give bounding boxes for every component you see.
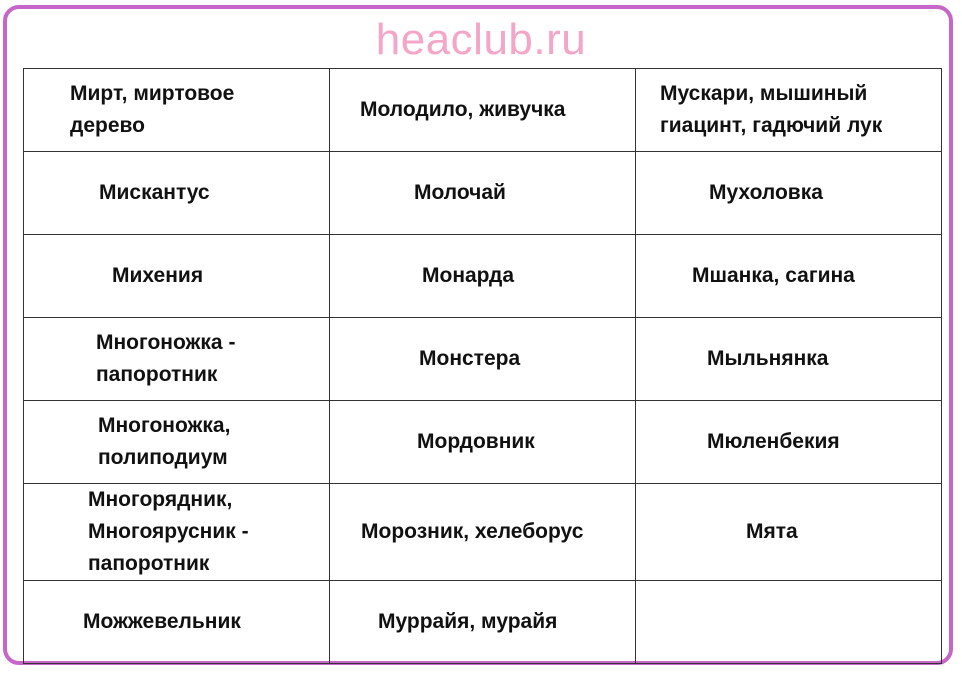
- cell-text: Мордовник: [417, 430, 535, 453]
- table-row: [24, 581, 942, 664]
- cell-text: Мискантус: [99, 181, 210, 204]
- cell-text: Мухоловка: [709, 181, 823, 204]
- table-cell: [636, 401, 942, 484]
- table-cell: [24, 152, 330, 235]
- table-row: [24, 318, 942, 401]
- table-row: [24, 235, 942, 318]
- plant-names-table: [23, 68, 942, 664]
- cell-text: Молодило, живучка: [360, 98, 566, 121]
- cell-text: Монарда: [422, 264, 514, 287]
- table-cell: [636, 69, 942, 152]
- cell-text: Муррайя, мурайя: [378, 610, 558, 633]
- cell-text: Многоножка - папоротник: [96, 331, 236, 386]
- cell-text: Мюленбекия: [707, 430, 840, 453]
- table-cell: [330, 318, 636, 401]
- cell-text: Мускари, мышиный гиацинт, гадючий лук: [660, 82, 883, 137]
- table-cell: [24, 581, 330, 664]
- table-cell: [24, 318, 330, 401]
- table-row: [24, 484, 942, 581]
- table-cell: [24, 69, 330, 152]
- cell-text: Мыльнянка: [707, 347, 829, 370]
- cell-text: Мята: [746, 520, 798, 543]
- cell-text: Можжевельник: [83, 610, 241, 633]
- cell-text: Многоножка, полиподиум: [98, 414, 231, 469]
- table-cell: [330, 484, 636, 581]
- watermark: heaclub.ru: [375, 15, 587, 64]
- cell-text: Многорядник, Многоярусник - папоротник: [88, 488, 249, 575]
- cell-text: Мшанка, сагина: [692, 264, 855, 287]
- table-cell: [636, 581, 942, 664]
- cell-text: Михения: [112, 264, 204, 287]
- table-cell: [330, 235, 636, 318]
- table-cell: [636, 318, 942, 401]
- table-cell: [330, 69, 636, 152]
- table-cell: [24, 484, 330, 581]
- table-row: [24, 69, 942, 152]
- table-cell: [330, 581, 636, 664]
- table-cell: [330, 152, 636, 235]
- table-cell: [330, 401, 636, 484]
- cell-text: Монстера: [419, 347, 521, 370]
- table-row: [24, 152, 942, 235]
- cell-text: Мирт, миртовое дерево: [70, 82, 235, 137]
- table-cell: [636, 235, 942, 318]
- table-cell: [636, 152, 942, 235]
- table-cell: [24, 401, 330, 484]
- table-cell: [24, 235, 330, 318]
- cell-text: Молочай: [414, 181, 506, 204]
- table-row: [24, 401, 942, 484]
- cell-text: Морозник, хелеборус: [361, 520, 584, 543]
- table-cell: [636, 484, 942, 581]
